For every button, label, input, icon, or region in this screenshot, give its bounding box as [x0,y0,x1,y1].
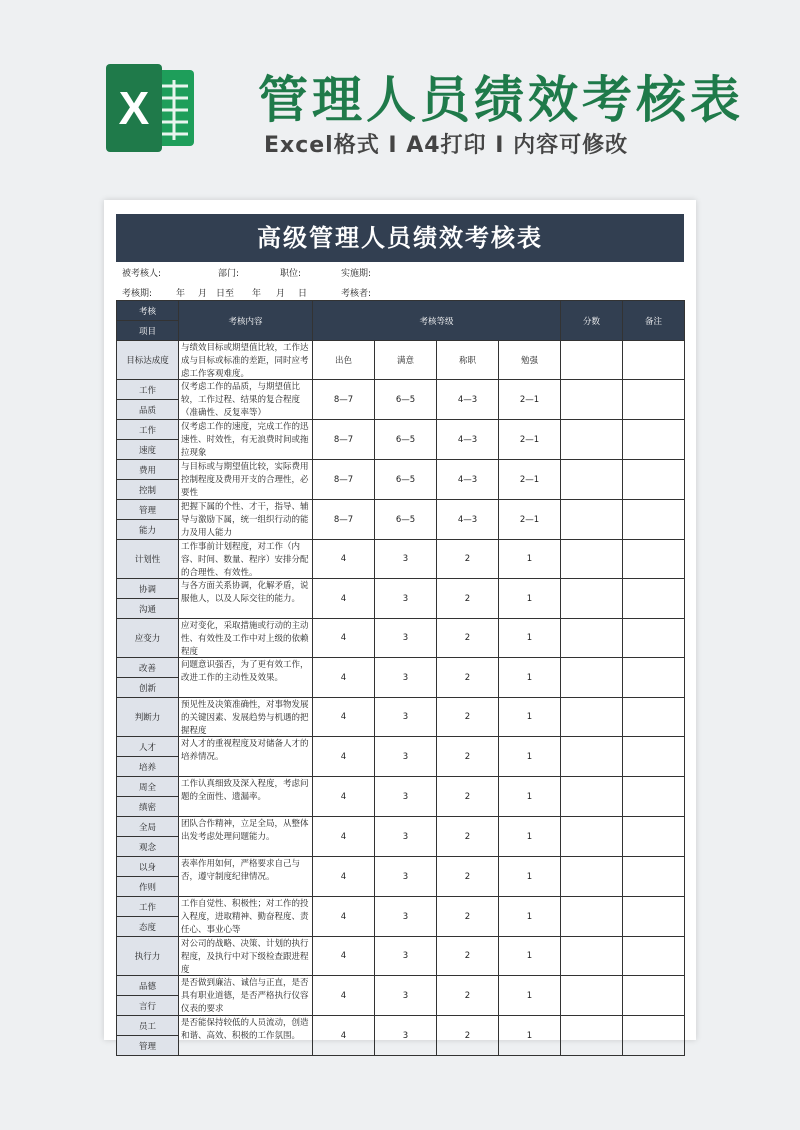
remark-cell[interactable] [623,579,685,619]
level-2-value: 3 [375,817,437,857]
level-4-value: 2—1 [499,460,561,500]
item-description-text: 是否能保持较低的人员流动，创造和谐、高效、积极的工作氛围。 [181,1018,309,1041]
level-1-value: 4 [313,737,375,777]
table-row [117,380,685,400]
level-3-value: 2 [437,777,499,817]
item-description-text: 工作认真细致及深入程度，考虑问题的全面性、遗漏率。 [181,779,309,802]
info-month-2: 月 [276,289,286,299]
item-description-text: 与各方面关系协调，化解矛盾，说服他人，以及人际交往的能力。 [181,581,309,604]
level-1-value: 4 [313,897,375,937]
level-4-value: 1 [499,698,561,737]
level-4-value: 1 [499,777,561,817]
remark-cell[interactable] [623,619,685,658]
level-3-value: 2 [437,857,499,897]
header-content: 考核内容 [179,301,313,341]
item-name-line2: 态度 [117,917,179,937]
item-name-line1: 工作 [117,420,179,440]
level-1-value: 4 [313,777,375,817]
item-description [179,380,313,420]
level-4-value: 1 [499,1016,561,1056]
item-name-line2: 缜密 [117,797,179,817]
item-description [179,579,313,619]
header-item-bottom: 项目 [117,321,179,341]
item-description-text: 预见性及决策准确性，对事物发展的关键因素、发展趋势与机遇的把握程度 [181,700,309,735]
level-2-value: 6—5 [375,380,437,420]
excel-logo-icon [104,60,200,156]
score-cell[interactable] [561,698,623,737]
score-cell[interactable] [561,619,623,658]
info-department-label: 部门: [218,269,240,279]
info-year-2: 年 [252,289,262,299]
score-cell[interactable] [561,897,623,937]
level-3-value: 2 [437,817,499,857]
item-name-line2: 速度 [117,440,179,460]
sheet-title: 高级管理人员绩效考核表 [116,214,684,262]
level-1-value: 4 [313,579,375,619]
item-name-line2: 品质 [117,400,179,420]
level-4-value: 1 [499,857,561,897]
score-cell[interactable] [561,817,623,857]
level-3-value: 2 [437,1016,499,1056]
remark-cell[interactable] [623,976,685,1016]
level-2-value: 3 [375,540,437,579]
assessment-table [116,300,685,1056]
item-description-text: 团队合作精神，立足全局，从整体出发考虑处理问题能力。 [181,819,309,842]
item-name-line1: 全局 [117,817,179,837]
score-cell[interactable] [561,976,623,1016]
remark-cell[interactable] [623,937,685,976]
score-cell[interactable] [561,500,623,540]
item-description [179,500,313,540]
level-3-value: 4—3 [437,380,499,420]
item-description-text: 是否做到廉洁、诚信与正直，是否具有职业道德，是否严格执行仪容仪表的要求 [181,978,309,1013]
item-name-line1: 协调 [117,579,179,599]
score-cell[interactable] [561,460,623,500]
item-name: 执行力 [117,937,179,976]
level-name-2: 满意 [375,341,437,380]
table-row [117,976,685,996]
score-cell[interactable] [561,380,623,420]
page-title: 管理人员绩效考核表 [258,71,744,129]
item-name-line2: 沟通 [117,599,179,619]
level-2-value: 3 [375,1016,437,1056]
level-1-value: 4 [313,937,375,976]
level-1-value: 4 [313,619,375,658]
level-1-value: 8—7 [313,500,375,540]
item-name-line1: 人才 [117,737,179,757]
header-item-top: 考核 [117,301,179,321]
level-4-value: 1 [499,619,561,658]
level-3-value: 2 [437,540,499,579]
remark-cell[interactable] [623,1016,685,1056]
level-3-value: 2 [437,698,499,737]
item-description-text: 工作事前计划程度，对工作（内容、时间、数量、程序）安排分配的合理性、有效性。 [181,542,309,577]
info-day-2: 日 [298,289,308,299]
level-name-3: 称职 [437,341,499,380]
page-subtitle: Excel格式 I A4打印 I 内容可修改 [264,133,629,158]
remark-cell[interactable] [623,341,685,380]
item-description-text: 对公司的战略、决策、计划的执行程度，及执行中对下级检查跟进程度 [181,939,309,974]
level-4-value: 2—1 [499,500,561,540]
score-cell[interactable] [561,937,623,976]
info-evaluatee-label: 被考核人: [122,269,162,279]
level-1-value: 4 [313,817,375,857]
level-2-value: 3 [375,777,437,817]
score-cell[interactable] [561,420,623,460]
remark-cell[interactable] [623,380,685,420]
score-cell[interactable] [561,540,623,579]
info-day-to: 日至 [216,289,235,299]
item-description [179,540,313,579]
item-description [179,619,313,658]
remark-cell[interactable] [623,897,685,937]
score-cell[interactable] [561,777,623,817]
table-row [117,658,685,678]
item-name-line1: 员工 [117,1016,179,1036]
item-description [179,857,313,897]
level-2-value: 3 [375,737,437,777]
remark-cell[interactable] [623,857,685,897]
info-period-label: 实施期: [341,269,372,279]
level-4-value: 2—1 [499,380,561,420]
item-description-text: 与绩效目标或期望值比较，工作达成与目标或标准的差距，同时应考虑工作客观难度。 [181,343,309,378]
level-3-value: 4—3 [437,500,499,540]
level-3-value: 2 [437,937,499,976]
level-2-value: 3 [375,619,437,658]
item-name: 判断力 [117,698,179,737]
item-description [179,341,313,380]
level-3-value: 4—3 [437,420,499,460]
table-row [117,737,685,757]
table-row [117,579,685,599]
level-2-value: 6—5 [375,420,437,460]
level-1-value: 8—7 [313,460,375,500]
level-2-value: 3 [375,698,437,737]
remark-cell[interactable] [623,540,685,579]
item-description [179,976,313,1016]
level-2-value: 6—5 [375,460,437,500]
level-4-value: 1 [499,817,561,857]
level-name-1: 出色 [313,341,375,380]
item-description-text: 对人才的重视程度及对储备人才的培养情况。 [181,739,309,762]
info-review-period-label: 考核期: [122,289,153,299]
table-row [117,460,685,480]
item-description-text: 把握下属的个性、才干，指导、辅导与激励下属，统一组织行动的能力及用人能力 [181,502,309,537]
level-2-value: 3 [375,976,437,1016]
level-4-value: 1 [499,737,561,777]
table-row [117,1016,685,1036]
level-2-value: 3 [375,579,437,619]
remark-cell[interactable] [623,460,685,500]
level-1-value: 8—7 [313,380,375,420]
header-level: 考核等级 [313,301,561,341]
table-row [117,500,685,520]
item-name-line2: 培养 [117,757,179,777]
item-name-line1: 以身 [117,857,179,877]
info-position-label: 职位: [280,269,302,279]
item-description-text: 工作自觉性、积极性；对工作的投入程度，进取精神、勤奋程度、责任心、事业心等 [181,899,309,934]
item-name-line1: 费用 [117,460,179,480]
item-name-line2: 观念 [117,837,179,857]
item-description-text: 仅考虑工作的品质，与期望值比较，工作过程、结果的复合程度（准确性、反复率等） [181,382,301,417]
remark-cell[interactable] [623,737,685,777]
item-description [179,897,313,937]
item-name-line1: 工作 [117,897,179,917]
level-1-value: 4 [313,658,375,698]
remark-cell[interactable] [623,500,685,540]
level-1-value: 4 [313,857,375,897]
level-1-value: 8—7 [313,420,375,460]
level-2-value: 3 [375,897,437,937]
item-name-line2: 言行 [117,996,179,1016]
item-name-line1: 管理 [117,500,179,520]
level-4-value: 2—1 [499,420,561,460]
level-2-value: 3 [375,857,437,897]
item-description [179,698,313,737]
item-name-line1: 品德 [117,976,179,996]
score-cell[interactable] [561,658,623,698]
level-4-value: 1 [499,579,561,619]
score-cell[interactable] [561,341,623,380]
level-4-value: 1 [499,897,561,937]
score-cell[interactable] [561,857,623,897]
remark-cell[interactable] [623,658,685,698]
item-description [179,460,313,500]
item-name-line1: 工作 [117,380,179,400]
item-description [179,737,313,777]
item-description-text: 问题意识强否，为了更有效工作，改进工作的主动性及效果。 [181,660,309,683]
level-4-value: 1 [499,658,561,698]
table-row [117,777,685,797]
level-4-value: 1 [499,937,561,976]
info-year-1: 年 [176,289,186,299]
item-name-line2: 作则 [117,877,179,897]
table-row [117,897,685,917]
item-name: 计划性 [117,540,179,579]
remark-cell[interactable] [623,420,685,460]
score-cell[interactable] [561,579,623,619]
item-description [179,658,313,698]
item-description-text: 与目标或与期望值比较，实际费用控制程度及费用开支的合理性，必要性 [181,462,309,497]
level-3-value: 2 [437,976,499,1016]
header-remark: 备注 [623,301,685,341]
table-row [117,420,685,440]
item-description-text: 仅考虑工作的速度，完成工作的迅速性、时效性，有无浪费时间或拖拉现象 [181,422,309,457]
score-cell[interactable] [561,1016,623,1056]
item-name: 应变力 [117,619,179,658]
item-description-text: 表率作用如何，严格要求自己与否，遵守制度纪律情况。 [181,859,301,882]
item-name-line1: 周全 [117,777,179,797]
info-reviewer-label: 考核者: [341,289,372,299]
header-score: 分数 [561,301,623,341]
level-1-value: 4 [313,698,375,737]
level-3-value: 2 [437,737,499,777]
item-name-line2: 控制 [117,480,179,500]
item-name-line2: 管理 [117,1036,179,1056]
item-name-line2: 能力 [117,520,179,540]
item-name-line1: 改善 [117,658,179,678]
level-2-value: 3 [375,658,437,698]
level-4-value: 1 [499,976,561,1016]
item-description [179,777,313,817]
level-1-value: 4 [313,540,375,579]
item-description [179,937,313,976]
remark-cell[interactable] [623,777,685,817]
item-description [179,420,313,460]
level-name-4: 勉强 [499,341,561,380]
remark-cell[interactable] [623,698,685,737]
level-3-value: 2 [437,658,499,698]
svg-text:X: X [118,82,150,134]
table-row [117,817,685,837]
level-3-value: 2 [437,579,499,619]
level-3-value: 2 [437,897,499,937]
item-description [179,817,313,857]
table-row [117,857,685,877]
score-cell[interactable] [561,737,623,777]
level-3-value: 4—3 [437,460,499,500]
remark-cell[interactable] [623,817,685,857]
item-name-line2: 创新 [117,678,179,698]
item-name: 目标达成度 [117,341,179,380]
info-month-1: 月 [198,289,208,299]
level-1-value: 4 [313,1016,375,1056]
level-4-value: 1 [499,540,561,579]
level-1-value: 4 [313,976,375,1016]
level-2-value: 3 [375,937,437,976]
item-description [179,1016,313,1056]
level-2-value: 6—5 [375,500,437,540]
item-description-text: 应对变化，采取措施或行动的主动性、有效性及工作中对上级的依赖程度 [181,621,309,656]
level-3-value: 2 [437,619,499,658]
